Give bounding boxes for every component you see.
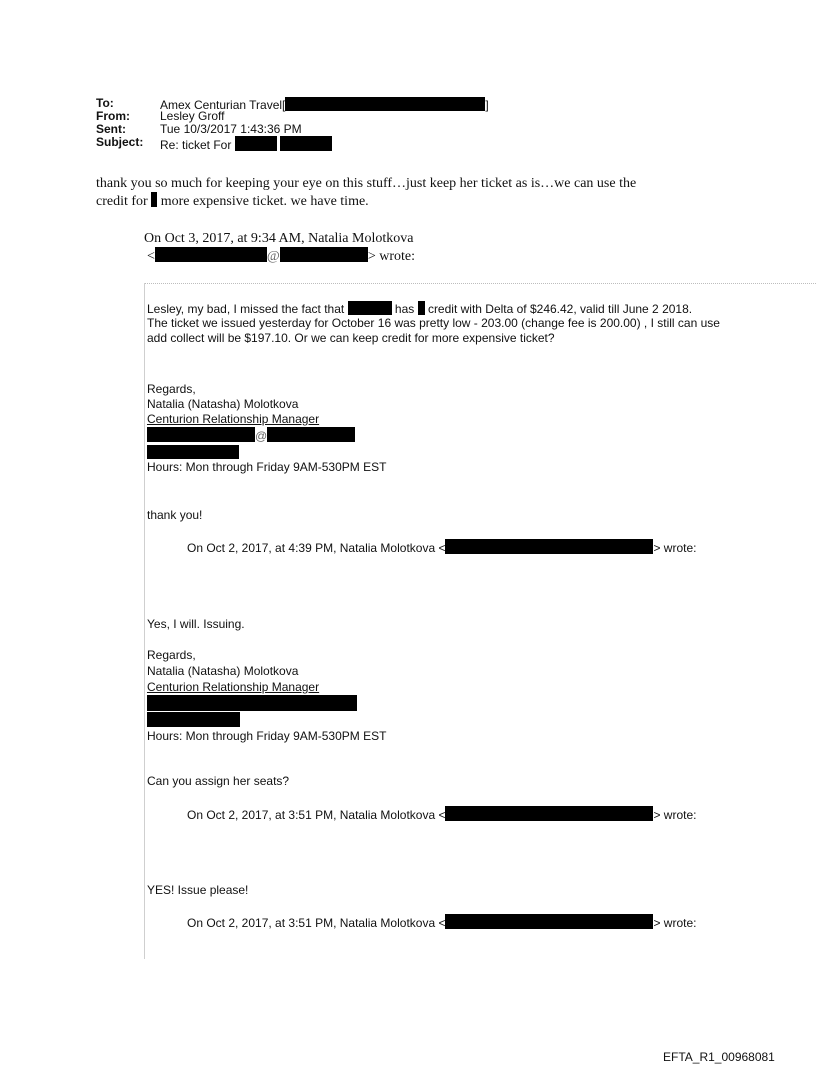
message1-title: Centurion Relationship Manager	[147, 412, 320, 426]
message1-line1-a: Lesley, my bad, I missed the fact that	[147, 302, 345, 316]
redaction-block	[445, 914, 653, 929]
subject-text: Re: ticket For	[160, 138, 232, 152]
message2-hours: Hours: Mon through Friday 9AM-530PM EST	[147, 729, 387, 743]
redaction-block	[147, 695, 357, 711]
message2-email	[147, 695, 357, 713]
redaction-block	[445, 539, 653, 554]
redaction-block	[348, 301, 392, 315]
redaction-block	[235, 136, 277, 151]
message1-at: @	[255, 429, 268, 443]
quote4-prefix: On Oct 2, 2017, at 3:51 PM, Natalia Molotkova <	[187, 916, 446, 930]
redaction-block	[280, 136, 332, 151]
message1-line1-b: has	[394, 302, 415, 316]
quote4-line	[187, 914, 697, 931]
quote3-suffix: > wrote:	[653, 808, 697, 822]
message2-phone	[147, 712, 240, 729]
thanks-line: thank you!	[147, 508, 203, 522]
quote1-wrote: > wrote:	[367, 249, 415, 264]
quote1-at: @	[266, 249, 280, 264]
quote1-line1: On Oct 3, 2017, at 9:34 AM, Natalia Molotkova	[144, 231, 414, 246]
quote4-suffix: > wrote:	[653, 916, 697, 930]
quote1-line2	[147, 247, 415, 265]
redaction-block	[147, 712, 240, 727]
quote3-line	[187, 806, 697, 823]
sent-label: Sent:	[96, 122, 126, 136]
body-line-2-start: credit for	[96, 194, 148, 209]
body-line-2	[96, 192, 369, 210]
redaction-block	[267, 427, 355, 442]
message2-title: Centurion Relationship Manager	[147, 680, 320, 694]
subject-value	[160, 136, 332, 152]
quote-bar	[144, 283, 145, 959]
message1-phone	[147, 445, 239, 461]
message2-regards: Regards,	[147, 648, 196, 662]
quote1-lt: <	[147, 249, 155, 264]
issue-line: YES! Issue please!	[147, 883, 249, 897]
to-label: To:	[96, 96, 114, 110]
redaction-block	[151, 192, 157, 207]
quote2-prefix: On Oct 2, 2017, at 4:39 PM, Natalia Molotkova <	[187, 541, 446, 555]
redaction-block	[285, 97, 485, 111]
message1-line1	[147, 301, 692, 317]
quote-divider	[144, 283, 816, 285]
document-id: EFTA_R1_00968081	[663, 1050, 775, 1064]
redaction-block	[418, 301, 425, 315]
message1-regards: Regards,	[147, 382, 196, 396]
body-line-1: thank you so much for keeping your eye on this stuff…just keep her ticket as is…we can use the	[96, 176, 637, 191]
message1-name: Natalia (Natasha) Molotkova	[147, 397, 299, 411]
from-label: From:	[96, 109, 130, 123]
redaction-block	[445, 806, 653, 821]
body-line-2-end: more expensive ticket. we have time.	[160, 194, 369, 209]
quote2-suffix: > wrote:	[653, 541, 697, 555]
quote2-line	[187, 539, 697, 556]
message2-name: Natalia (Natasha) Molotkova	[147, 664, 299, 678]
message1-line1-c: credit with Delta of $246.42, valid till June 2 2018.	[427, 302, 693, 316]
message1-line3: add collect will be $197.10. Or we can keep credit for more expensive ticket?	[147, 331, 555, 345]
redaction-block	[280, 247, 368, 262]
subject-label: Subject:	[96, 135, 144, 149]
redaction-block	[147, 427, 255, 442]
quote3-prefix: On Oct 2, 2017, at 3:51 PM, Natalia Molotkova <	[187, 808, 446, 822]
from-value: Lesley Groff	[160, 109, 225, 123]
message1-hours: Hours: Mon through Friday 9AM-530PM EST	[147, 460, 387, 474]
seats-line: Can you assign her seats?	[147, 774, 290, 788]
redaction-block	[147, 445, 239, 459]
redaction-block	[155, 247, 267, 262]
message2-text: Yes, I will. Issuing.	[147, 617, 245, 631]
message1-line2: The ticket we issued yesterday for October 16 was pretty low - 203.00 (change fee is 200.00) , I still can use	[147, 316, 720, 330]
message1-email	[147, 427, 355, 444]
to-recipient: Amex Centurian Travel[	[160, 98, 286, 112]
sent-value: Tue 10/3/2017 1:43:36 PM	[160, 122, 302, 136]
to-close: ]	[485, 98, 489, 112]
